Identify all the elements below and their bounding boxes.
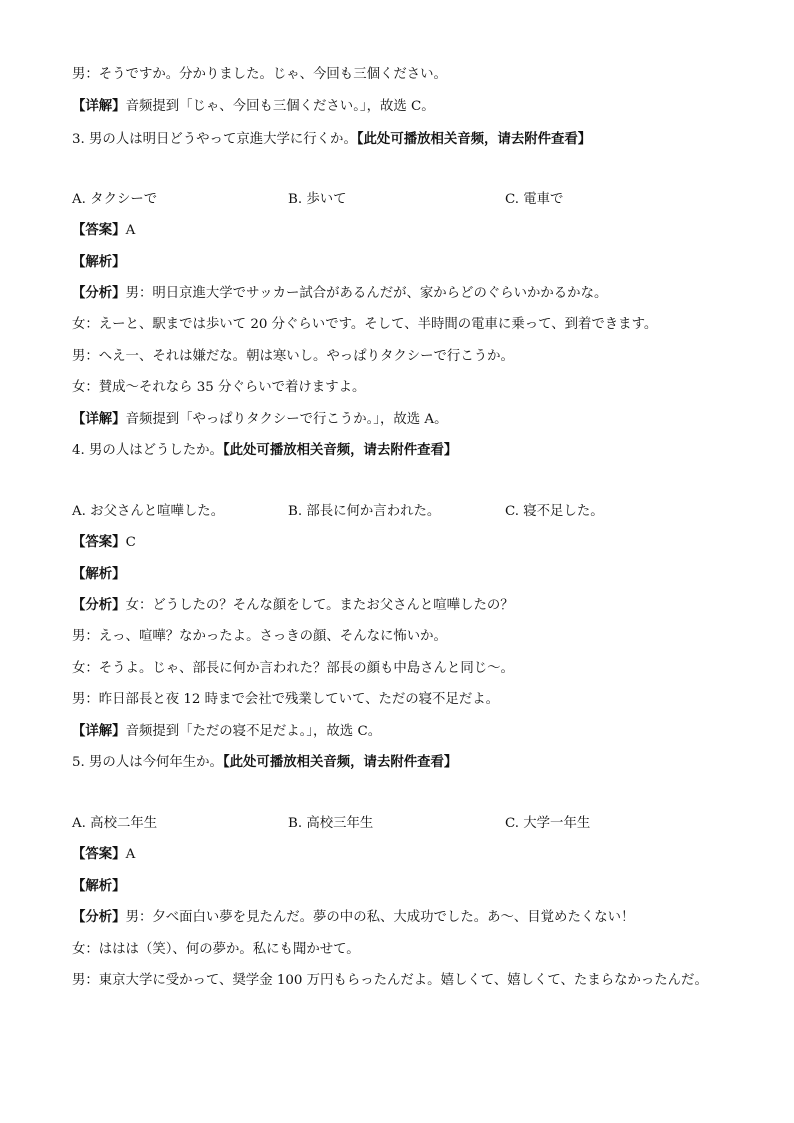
q3-analysis-tag: 【解析】 [72, 254, 126, 270]
q4-analysis-tag: 【解析】 [72, 566, 126, 582]
option-b: B. 高校三年生 [288, 816, 374, 831]
q5-dialogue-1 [72, 911, 634, 924]
answer-value: C [125, 535, 136, 550]
detail-tag: 【详解】 [72, 723, 126, 739]
q5-dialogue-2: 女：ははは（笑）、何の夢か。私にも聞かせて。 [72, 942, 360, 957]
q3-dialogue-1 [72, 287, 607, 300]
option-c: C. 電車で [505, 192, 564, 207]
answer-tag: 【答案】 [72, 222, 126, 238]
dialogue-line: 男：明日京進大学でサッカー試合があるんだが、家からどのぐらいかかるかな。 [125, 286, 608, 301]
q3-detail [72, 413, 447, 426]
option-c: C. 寝不足した。 [505, 504, 604, 519]
q3-dialogue-2: 女：えーと、駅までは歩いて 20 分ぐらいです。そして、半時間の電車に乗って、到着できます。 [72, 317, 658, 332]
q5-analysis-tag: 【解析】 [72, 878, 126, 894]
answer-value: A [125, 847, 136, 862]
answer-value: A [125, 223, 136, 238]
detail-tag: 【详解】 [72, 411, 126, 427]
dialogue-line: 男：夕べ面白い夢を見たんだ。夢の中の私、大成功でした。あ～、目覚めたくない！ [125, 910, 635, 925]
q4-dialogue-1 [72, 599, 514, 612]
detail-text: 音频提到「ただの寝不足だよ。」，故选 C。 [125, 724, 382, 739]
dialogue-line: 女：どうしたの？そんな顔をして。またお父さんと喧嘩したの？ [125, 598, 514, 613]
option-a: A. タクシーで [72, 192, 158, 207]
q4-dialogue-2: 男：えっ、喧嘩？なかったよ。さっきの顔、そんなに怖いか。 [72, 629, 447, 644]
q5-dialogue-3: 男：東京大学に受かって、奨学金 100 万円もらったんだよ。嬉しくて、嬉しくて、たまらなかったんだ。 [72, 973, 708, 988]
q4-options [72, 505, 722, 521]
fenxi-tag: 【分析】 [72, 597, 126, 613]
question-text: 5. 男の人は今何年生か。 [72, 755, 223, 770]
option-c: C. 大学一年生 [505, 816, 591, 831]
audio-note: 【此处可播放相关音频，请去附件查看】 [222, 754, 458, 770]
q5-question [72, 756, 457, 769]
option-a: A. お父さんと喧嘩した。 [72, 504, 225, 519]
option-b: B. 部長に何か言われた。 [288, 504, 441, 519]
question-text: 4. 男の人はどうしたか。 [72, 443, 223, 458]
option-b: B. 歩いて [288, 192, 347, 207]
q3-dialogue-3: 男：へえ一、それは嫌だな。朝は寒いし。やっぱりタクシーで行こうか。 [72, 349, 514, 364]
q4-detail [72, 725, 381, 738]
answer-tag: 【答案】 [72, 534, 126, 550]
q5-answer [72, 848, 135, 861]
q3-dialogue-4: 女：賛成～それなら 35 分ぐらいで着けますよ。 [72, 380, 366, 395]
detail-text: 音频提到「やっぱりタクシーで行こうか。」，故选 A。 [125, 412, 448, 427]
q4-dialogue-3: 女：そうよ。じゃ、部長に何か言われた？部長の顔も中島さんと同じ～。 [72, 661, 514, 676]
q4-question [72, 444, 457, 457]
detail-tag: 【详解】 [72, 98, 126, 114]
q5-options [72, 817, 722, 833]
q4-answer [72, 536, 136, 549]
detail-text: 音频提到「じゃ、今回も三個ください。」，故选 C。 [125, 99, 435, 114]
q3-question [72, 133, 591, 146]
q3-answer [72, 224, 135, 237]
question-text: 3. 男の人は明日どうやって京進大学に行くか。 [72, 132, 357, 147]
q4-dialogue-4: 男：昨日部長と夜 12 時まで会社で残業していて、ただの寝不足だよ。 [72, 692, 500, 707]
audio-note: 【此处可播放相关音频，请去附件查看】 [222, 442, 458, 458]
fenxi-tag: 【分析】 [72, 285, 126, 301]
option-a: A. 高校二年生 [72, 816, 158, 831]
q3-options [72, 193, 722, 209]
fenxi-tag: 【分析】 [72, 909, 126, 925]
answer-tag: 【答案】 [72, 846, 126, 862]
q2-detail [72, 100, 435, 113]
q2-dialogue-male: 男：そうですか。分かりました。じゃ、今回も三個ください。 [72, 67, 447, 82]
audio-note: 【此处可播放相关音频，请去附件查看】 [356, 131, 592, 147]
